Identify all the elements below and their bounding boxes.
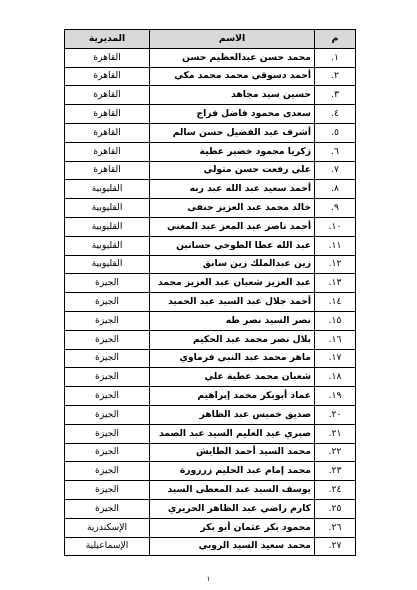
row-number: ١٦. bbox=[315, 330, 356, 349]
row-number: ١٢. bbox=[315, 255, 356, 274]
row-number: ٦. bbox=[315, 142, 356, 161]
row-directorate: الجيزة bbox=[65, 274, 150, 293]
row-directorate: الإسماعيلية bbox=[65, 537, 150, 556]
table-row bbox=[65, 499, 356, 518]
names-table bbox=[64, 29, 356, 556]
row-directorate: القليوبية bbox=[65, 255, 150, 274]
row-name: عبد العزيز شعبان عبد العزيز محمد bbox=[150, 274, 315, 293]
table-row bbox=[65, 293, 356, 312]
row-number: ١٧. bbox=[315, 349, 356, 368]
row-directorate: القاهرة bbox=[65, 161, 150, 180]
row-number: ٩. bbox=[315, 199, 356, 218]
row-number: ١٤. bbox=[315, 293, 356, 312]
row-directorate: القليوبية bbox=[65, 199, 150, 218]
row-name: محمد حسن عبدالعظيم حسن bbox=[150, 48, 315, 67]
row-name: نصر السيد نصر طه bbox=[150, 311, 315, 330]
table-row bbox=[65, 48, 356, 67]
row-name: أشرف عبد الفضيل حسن سالم bbox=[150, 123, 315, 142]
column-header-name: الاسم bbox=[150, 30, 315, 49]
row-number: ١٨. bbox=[315, 368, 356, 387]
table-row bbox=[65, 424, 356, 443]
row-name: محمد سعيد السيد الروبي bbox=[150, 537, 315, 556]
row-directorate: الجيزة bbox=[65, 293, 150, 312]
row-directorate: الجيزة bbox=[65, 481, 150, 500]
row-name: زين عبدالملك زين سابق bbox=[150, 255, 315, 274]
row-directorate: القاهرة bbox=[65, 105, 150, 124]
row-directorate: القليوبية bbox=[65, 217, 150, 236]
column-header-directorate: المديرية bbox=[65, 30, 150, 49]
row-directorate: الجيزة bbox=[65, 405, 150, 424]
table-row bbox=[65, 537, 356, 556]
table-row bbox=[65, 161, 356, 180]
row-name: محمود بكر عثمان أبو بكر bbox=[150, 518, 315, 537]
table-row bbox=[65, 330, 356, 349]
row-directorate: القليوبية bbox=[65, 236, 150, 255]
column-header-number: م bbox=[315, 30, 356, 49]
row-directorate: القاهرة bbox=[65, 86, 150, 105]
row-number: ٧. bbox=[315, 161, 356, 180]
row-name: كارم راضي عبد الظاهر الحريري bbox=[150, 499, 315, 518]
table-row bbox=[65, 199, 356, 218]
row-name: أحمد ناصر عبد المعز عبد المغني bbox=[150, 217, 315, 236]
table-row bbox=[65, 67, 356, 86]
row-directorate: الجيزة bbox=[65, 499, 150, 518]
table-row bbox=[65, 349, 356, 368]
row-number: ١٠. bbox=[315, 217, 356, 236]
row-directorate: القاهرة bbox=[65, 67, 150, 86]
table-row bbox=[65, 518, 356, 537]
row-name: عبد الله عطا الطوخي حسانين bbox=[150, 236, 315, 255]
row-number: ١٩. bbox=[315, 387, 356, 406]
table-row bbox=[65, 86, 356, 105]
table-header-row bbox=[65, 30, 356, 49]
row-name: عماد أبوبكر محمد إبراهيم bbox=[150, 387, 315, 406]
table-row bbox=[65, 387, 356, 406]
row-directorate: الجيزة bbox=[65, 443, 150, 462]
table-row bbox=[65, 405, 356, 424]
row-number: ٢٥. bbox=[315, 499, 356, 518]
row-directorate: الإسكندرية bbox=[65, 518, 150, 537]
row-number: ٨. bbox=[315, 180, 356, 199]
row-number: ٢١. bbox=[315, 424, 356, 443]
row-name: ماهر محمد عبد النبي فرماوي bbox=[150, 349, 315, 368]
table-row bbox=[65, 311, 356, 330]
row-number: ١. bbox=[315, 48, 356, 67]
table-row bbox=[65, 368, 356, 387]
row-name: أحمد سعيد عبد الله عبد ربه bbox=[150, 180, 315, 199]
table-row bbox=[65, 481, 356, 500]
row-directorate: الجيزة bbox=[65, 462, 150, 481]
table-row bbox=[65, 142, 356, 161]
row-number: ٤. bbox=[315, 105, 356, 124]
row-number: ٢٦. bbox=[315, 518, 356, 537]
table-row bbox=[65, 180, 356, 199]
row-name: زكريا محمود خضير عطية bbox=[150, 142, 315, 161]
table-row bbox=[65, 105, 356, 124]
row-name: خالد محمد عبد العزيز حنفى bbox=[150, 199, 315, 218]
row-number: ٥. bbox=[315, 123, 356, 142]
row-name: شعبان محمد عطية علي bbox=[150, 368, 315, 387]
row-directorate: الجيزة bbox=[65, 311, 150, 330]
row-directorate: الجيزة bbox=[65, 330, 150, 349]
row-number: ١١. bbox=[315, 236, 356, 255]
row-directorate: القاهرة bbox=[65, 123, 150, 142]
row-name: سعدى محمود فاضل فراج bbox=[150, 105, 315, 124]
row-number: ١٥. bbox=[315, 311, 356, 330]
row-number: ٣. bbox=[315, 86, 356, 105]
row-directorate: الجيزة bbox=[65, 424, 150, 443]
table-row bbox=[65, 236, 356, 255]
row-number: ٢٧. bbox=[315, 537, 356, 556]
row-directorate: القاهرة bbox=[65, 142, 150, 161]
row-number: ٢٣. bbox=[315, 462, 356, 481]
row-directorate: القاهرة bbox=[65, 48, 150, 67]
row-name: يوسف السيد عبد المعطى السيد bbox=[150, 481, 315, 500]
row-directorate: الجيزة bbox=[65, 349, 150, 368]
row-name: محمد إمام عبد الحليم زرزورة bbox=[150, 462, 315, 481]
row-number: ٢٢. bbox=[315, 443, 356, 462]
row-name: بلال نصر محمد عبد الحكيم bbox=[150, 330, 315, 349]
table-row bbox=[65, 274, 356, 293]
row-name: حسين سيد مجاهد bbox=[150, 86, 315, 105]
row-number: ٢٠. bbox=[315, 405, 356, 424]
table-row bbox=[65, 443, 356, 462]
row-name: محمد السيد أحمد الطايش bbox=[150, 443, 315, 462]
row-number: ٢. bbox=[315, 67, 356, 86]
row-directorate: الجيزة bbox=[65, 387, 150, 406]
table-row bbox=[65, 217, 356, 236]
row-directorate: الجيزة bbox=[65, 368, 150, 387]
table-row bbox=[65, 462, 356, 481]
row-directorate: القليوبية bbox=[65, 180, 150, 199]
row-name: علي رفعت حسن متولي bbox=[150, 161, 315, 180]
table-body bbox=[65, 48, 356, 556]
table-row bbox=[65, 123, 356, 142]
row-name: أحمد دسوقي محمد محمد مكي bbox=[150, 67, 315, 86]
row-name: صبري عبد العليم السيد عبد الصمد bbox=[150, 424, 315, 443]
row-number: ٢٤. bbox=[315, 481, 356, 500]
row-number: ١٣. bbox=[315, 274, 356, 293]
row-name: أحمد جلال عبد السيد عبد الحميد bbox=[150, 293, 315, 312]
table-row bbox=[65, 255, 356, 274]
row-name: صديق خميس عبد الظاهر bbox=[150, 405, 315, 424]
page-number: ١ bbox=[206, 575, 211, 583]
